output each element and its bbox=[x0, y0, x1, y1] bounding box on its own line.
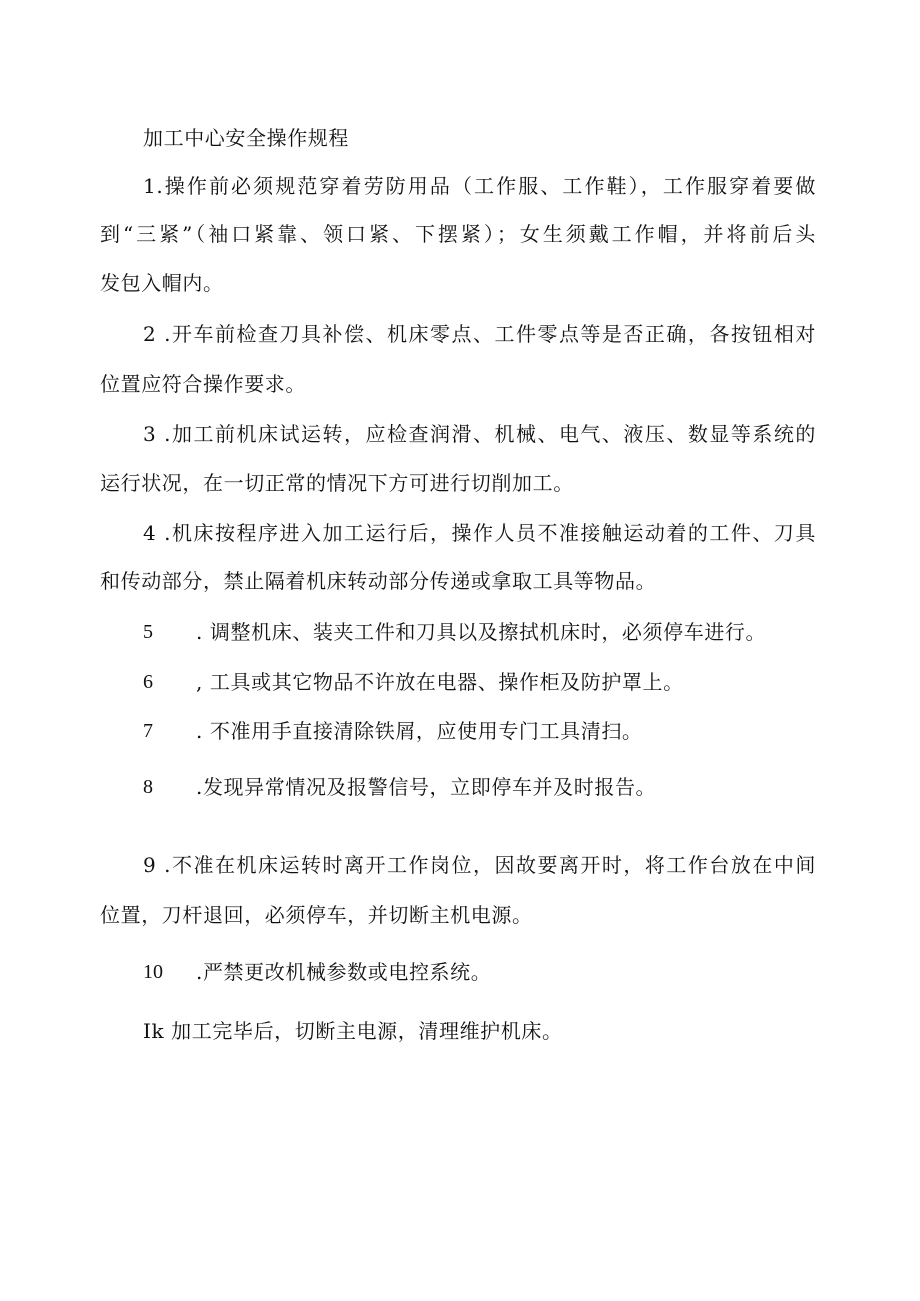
rule-9-line-1: 9 .不准在机床运转时离开工作岗位，因故要离开时，将工作台放在中间 bbox=[143, 853, 816, 877]
rule-1-line-3: 发包入帽内。 bbox=[100, 271, 224, 295]
rule-9-line-2: 位置，刀杆退回，必须停车，并切断主机电源。 bbox=[100, 903, 533, 927]
rule-6-number: 6 bbox=[143, 671, 153, 693]
rule-5-text: . 调整机床、装夹工件和刀具以及擦拭机床时，必须停车进行。 bbox=[196, 620, 767, 644]
rule-5-number: 5 bbox=[143, 621, 153, 643]
rule-1-line-1: 1.操作前必须规范穿着劳防用品（工作服、工作鞋），工作服穿着要做 bbox=[143, 174, 816, 198]
rule-7-text: . 不准用手直接清除铁屑，应使用专门工具清扫。 bbox=[196, 719, 643, 743]
rule-2-line-1: 2 .开车前检查刀具补偿、机床零点、工件零点等是否正确，各按钮相对 bbox=[143, 322, 816, 346]
rule-3-line-2: 运行状况，在一切正常的情况下方可进行切削加工。 bbox=[100, 471, 574, 495]
rule-3-line-1: 3 .加工前机床试运转，应检查润滑、机械、电气、液压、数显等系统的 bbox=[143, 422, 816, 446]
rule-10-text: .严禁更改机械参数或电控系统。 bbox=[196, 960, 492, 984]
rule-8-text: .发现异常情况及报警信号，立即停车并及时报告。 bbox=[196, 775, 657, 799]
rule-10-number: 10 bbox=[143, 961, 163, 983]
document-title: 加工中心安全操作规程 bbox=[143, 126, 349, 150]
rule-8-number: 8 bbox=[143, 776, 153, 798]
rule-1-line-2: 到“三紧”（袖口紧靠、领口紧、下摆紧）；女生须戴工作帽，并将前后头 bbox=[100, 222, 816, 246]
rule-11-line-1: Ik 加工完毕后，切断主电源，清理维护机床。 bbox=[143, 1019, 563, 1043]
rule-4-line-2: 和传动部分，禁止隔着机床转动部分传递或拿取工具等物品。 bbox=[100, 569, 657, 593]
rule-7-number: 7 bbox=[143, 720, 153, 742]
rule-4-line-1: 4 .机床按程序进入加工运行后，操作人员不准接触运动着的工件、刀具 bbox=[143, 521, 816, 545]
rule-6-text: , 工具或其它物品不许放在电器、操作柜及防护罩上。 bbox=[196, 670, 684, 694]
rule-2-line-2: 位置应符合操作要求。 bbox=[100, 372, 306, 396]
